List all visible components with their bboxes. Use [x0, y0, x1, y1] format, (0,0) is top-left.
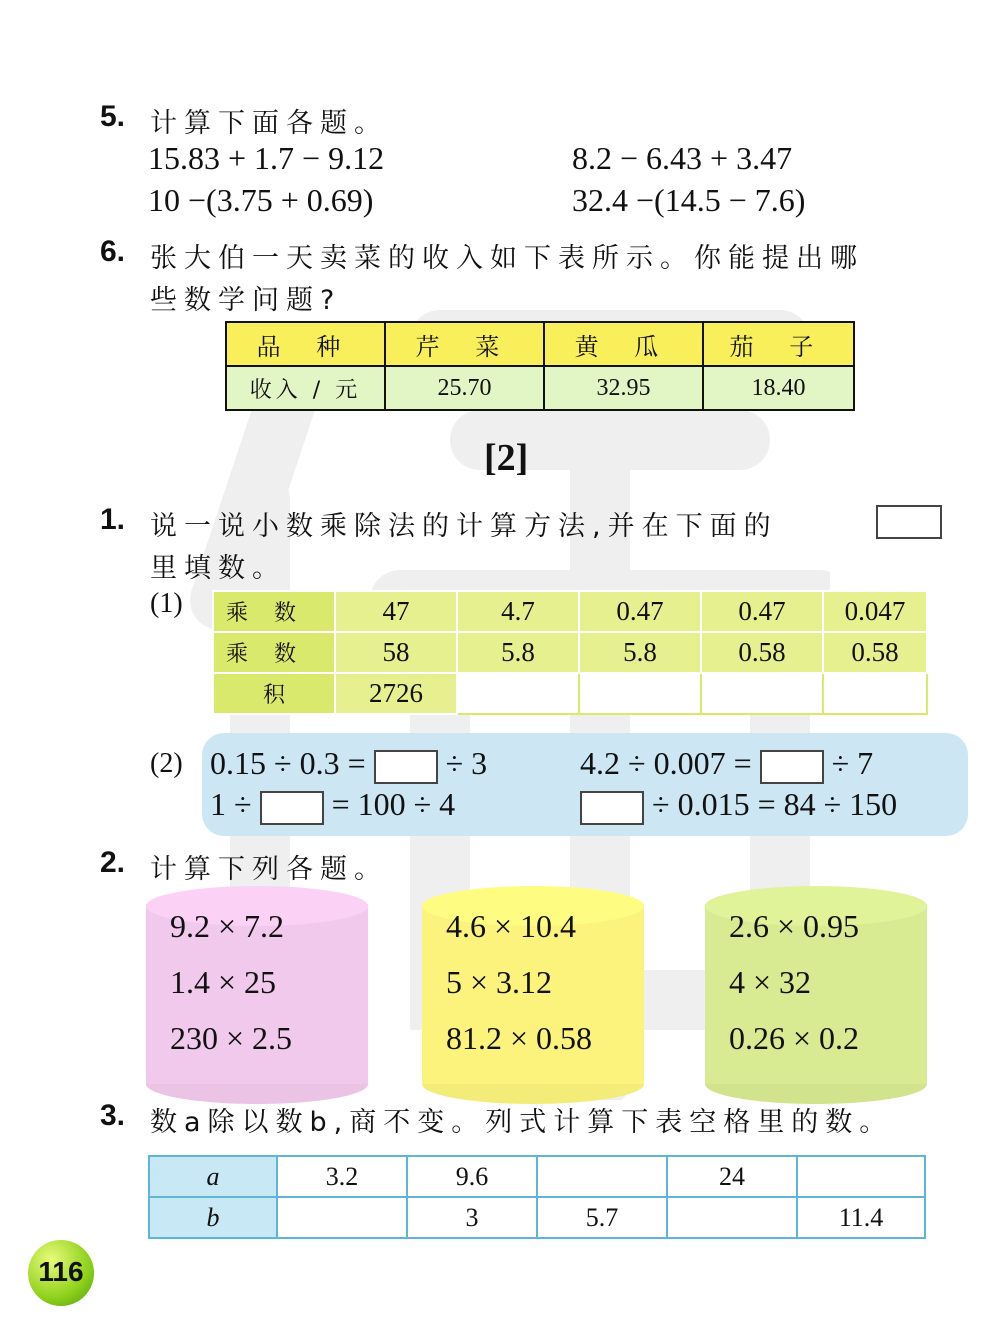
table-cell: 25.70 — [385, 366, 544, 410]
div-expr-2-left: 4.2 ÷ 0.007 = — [580, 745, 752, 781]
answer-cell[interactable] — [579, 673, 701, 714]
table-cell: 24 — [667, 1156, 797, 1197]
table-cell: 5.8 — [579, 632, 701, 673]
div-expr-3-left: 1 ÷ — [210, 786, 252, 822]
calc-expression: 2.6 × 0.95 — [729, 908, 860, 944]
answer-cell[interactable] — [797, 1156, 925, 1197]
table-cell: 47 — [335, 591, 457, 632]
table-cell: 18.40 — [703, 366, 854, 410]
table-header: 黄 瓜 — [544, 322, 703, 366]
div-expr-3-right: = 100 ÷ 4 — [331, 786, 456, 822]
q5-expr1: 15.83 + 1.7 − 9.12 — [148, 140, 385, 176]
s3-number: 3. — [100, 1099, 126, 1132]
answer-cell[interactable] — [667, 1197, 797, 1238]
part2-label: (2) — [150, 748, 183, 779]
q5-expr3: 10 −(3.75 + 0.69) — [148, 182, 374, 218]
part1-label: (1) — [150, 588, 183, 619]
table-cell: 11.4 — [797, 1197, 925, 1238]
div-expr-2-right: ÷ 7 — [831, 745, 874, 781]
table-header: 芹 菜 — [385, 322, 544, 366]
s2-title: 计算下列各题。 — [150, 854, 388, 885]
div-expr-3 — [210, 786, 455, 825]
s3-title: 数a除以数b,商不变。列式计算下表空格里的数。 — [150, 1107, 894, 1138]
table-cell: 0.47 — [579, 591, 701, 632]
table-header: 品 种 — [226, 322, 385, 366]
row-label: 乘数 — [213, 632, 335, 673]
table-cell: 32.95 — [544, 366, 703, 410]
calc-group-2 — [422, 886, 644, 1106]
answer-box[interactable] — [760, 750, 824, 784]
table-cell: 3.2 — [277, 1156, 407, 1197]
q5-expr2: 8.2 − 6.43 + 3.47 — [572, 140, 793, 176]
answer-box[interactable] — [260, 791, 324, 825]
table-cell: 5.8 — [457, 632, 579, 673]
table-header: 茄 子 — [703, 322, 854, 366]
table-cell: 0.47 — [701, 591, 823, 632]
table-cell: 0.58 — [701, 632, 823, 673]
answer-cell[interactable] — [701, 673, 823, 714]
s1-line1: 说一说小数乘除法的计算方法,并在下面的 — [150, 511, 778, 542]
table-cell: 4.7 — [457, 591, 579, 632]
row-label: 收入 / 元 — [226, 366, 385, 410]
answer-cell[interactable] — [277, 1197, 407, 1238]
page-number: 116 — [38, 1256, 84, 1287]
div-expr-4 — [580, 786, 897, 825]
calc-group-3 — [705, 886, 927, 1106]
row-label: a — [149, 1156, 277, 1197]
answer-cell[interactable] — [537, 1156, 667, 1197]
table-cell: 3 — [407, 1197, 537, 1238]
q5-number: 5. — [100, 100, 126, 133]
table-cell: 9.6 — [407, 1156, 537, 1197]
row-label: b — [149, 1197, 277, 1238]
multiplication-table — [212, 590, 928, 715]
table-cell: 0.58 — [823, 632, 927, 673]
answer-box[interactable] — [374, 750, 438, 784]
calc-expression: 230 × 2.5 — [170, 1020, 293, 1056]
q6-line2: 些数学问题? — [150, 285, 342, 316]
calc-expression: 1.4 × 25 — [170, 964, 277, 1000]
calc-expression: 81.2 × 0.58 — [446, 1020, 593, 1056]
calc-expression: 4.6 × 10.4 — [446, 908, 577, 944]
table-cell: 5.7 — [537, 1197, 667, 1238]
row-label: 乘数 — [213, 591, 335, 632]
q5-title: 计算下面各题。 — [150, 108, 388, 139]
div-expr-1-left: 0.15 ÷ 0.3 = — [210, 745, 366, 781]
answer-cell[interactable] — [457, 673, 579, 714]
calc-expression: 9.2 × 7.2 — [170, 908, 285, 944]
page-number-badge — [28, 1240, 94, 1306]
table-cell: 58 — [335, 632, 457, 673]
table-cell: 0.047 — [823, 591, 927, 632]
s2-number: 2. — [100, 846, 126, 879]
table-cell: 2726 — [335, 673, 457, 714]
q5-expr4: 32.4 −(14.5 − 7.6) — [572, 182, 806, 218]
answer-box[interactable] — [580, 791, 644, 825]
quotient-table — [148, 1155, 926, 1239]
s1-number: 1. — [100, 503, 126, 536]
q6-number: 6. — [100, 235, 126, 268]
calc-expression: 4 × 32 — [729, 964, 812, 1000]
div-expr-1-right: ÷ 3 — [445, 745, 488, 781]
calc-group-1 — [146, 886, 368, 1106]
income-table — [225, 321, 855, 411]
row-label: 积 — [213, 673, 335, 714]
answer-cell[interactable] — [823, 673, 927, 714]
calc-expression: 0.26 × 0.2 — [729, 1020, 860, 1056]
calc-expression: 5 × 3.12 — [446, 964, 553, 1000]
s1-line2: 里填数。 — [150, 553, 286, 584]
div-expr-1 — [210, 745, 487, 784]
div-expr-4-right: ÷ 0.015 = 84 ÷ 150 — [652, 786, 898, 822]
section-heading: [2] — [484, 437, 529, 479]
answer-box-sample — [876, 505, 942, 539]
q6-line1: 张大伯一天卖菜的收入如下表所示。你能提出哪 — [150, 243, 864, 274]
div-expr-2 — [580, 745, 873, 784]
